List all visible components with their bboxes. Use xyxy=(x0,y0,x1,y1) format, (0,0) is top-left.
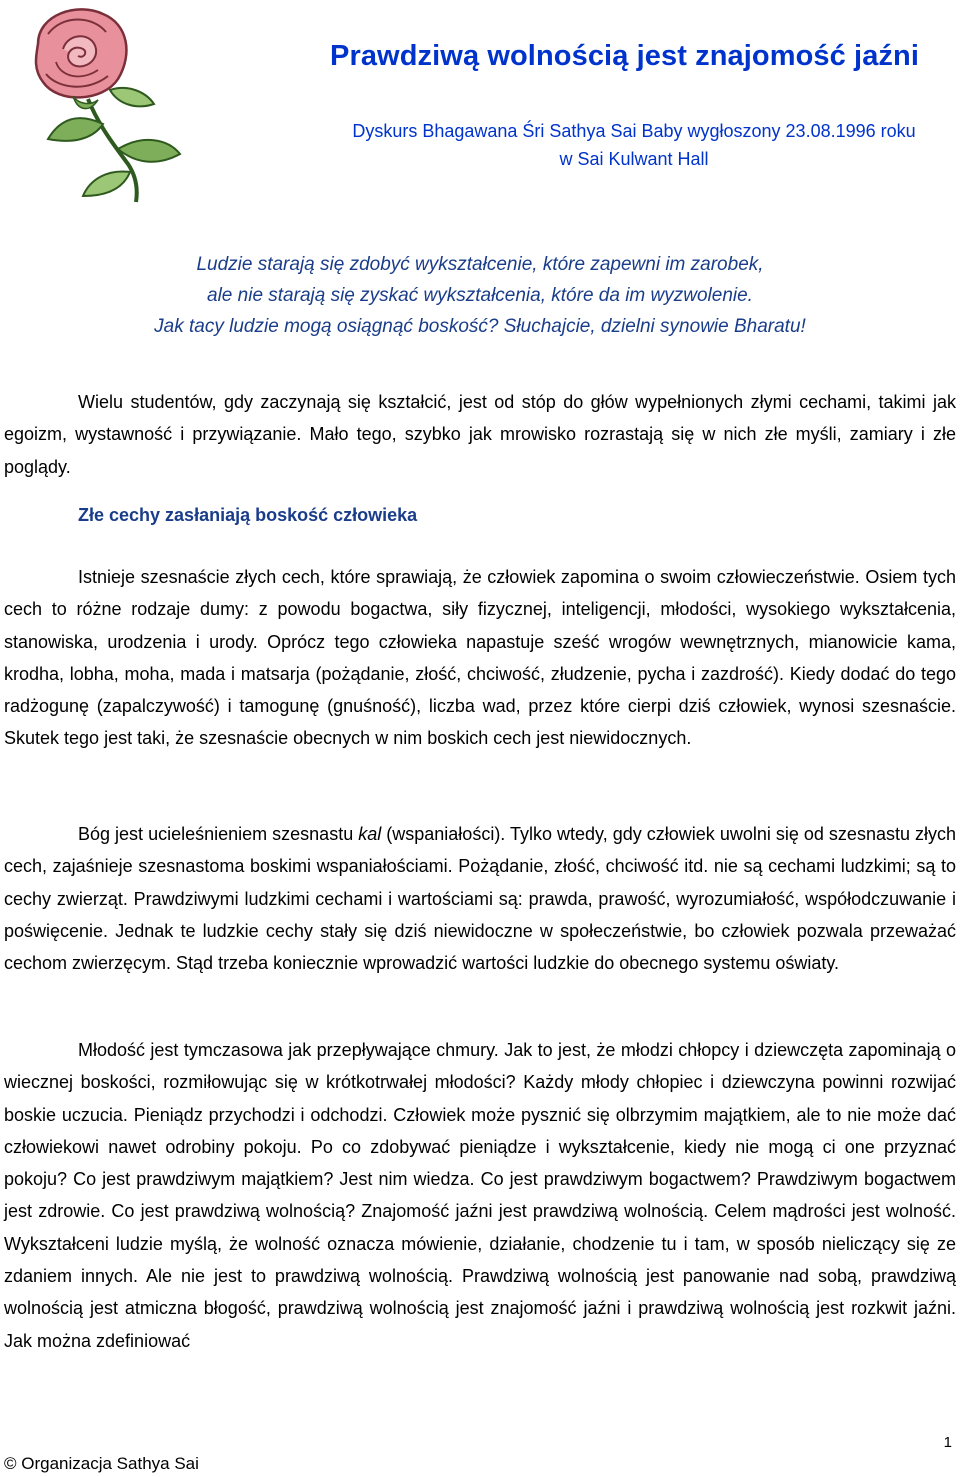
quote-line: Ludzie starają się zdobyć wykształcenie, które zapewni im zarobek, xyxy=(196,254,764,275)
document-subtitle xyxy=(330,117,938,173)
paragraph-intro: Wielu studentów, gdy zaczynają się kształcić, jest od stóp do głów wypełnionych złymi cechami, takimi jak egoizm, wystawność i przywiązanie. Mało tego, szybko jak mrowisko rozrastają się w nich złe myśli, zamiary i złe poglądy. xyxy=(4,392,956,477)
paragraph-text: Bóg jest ucieleśnieniem szesnastu xyxy=(78,824,359,844)
rose-illustration xyxy=(18,4,208,204)
page-number: 1 xyxy=(943,1434,952,1451)
quote-line: Jak tacy ludzie mogą osiągnąć boskość? Słuchajcie, dzielni synowie Bharatu! xyxy=(154,316,806,337)
paragraph-divine-qualities xyxy=(4,818,956,979)
footer-copyright: © Organizacja Sathya Sai xyxy=(4,1454,199,1473)
paragraph-text: (wspaniałości). Tylko wtedy, gdy człowiek uwolni się od szesnastu złych cech, zajaśnieje szesnastoma boskimi wspaniałościami. Pożądanie, złość, chciwość itd. nie są cechami ludzkimi; są to cechy zwierząt. Prawdziwymi ludzkimi cechami i wartościami są: prawda, prawość, wyrozumiałość, współodczuwanie i poświęcenie. Jednak te ludzkie cechy stały się dziś niewidoczne w społeczeństwie, bo człowiek pozwala przeważać cechom zwierzęcym. Stąd trzeba koniecznie wprowadzić wartości ludzkie do obecnego systemu oświaty. xyxy=(4,824,957,974)
document-title: Prawdziwą wolnością jest znajomość jaźni xyxy=(330,40,919,72)
paragraph-bad-qualities: Istnieje szesnaście złych cech, które sprawiają, że człowiek zapomina o swoim człowieczeństwie. Osiem tych cech to różne rodzaje dumy: z powodu bogactwa, siły fizycznej, inteligencji, młodości, wysokiego wykształcenia, stanowiska, urodzenia i urody. Oprócz tego człowieka napastuje sześć wrogów wewnętrznych, mianowicie kama, krodha, lobha, moha, mada i matsarja (pożądanie, złość, chciwość, złudzenie, pycha i zazdrość). Kiedy dodać do tego radżogunę (zapalczywość) i tamogunę (gnuśność), liczba wad, przez które cierpi dziś człowiek, wynosi szesnaście. Skutek tego jest taki, że szesnaście obecnych w nim boskich cech jest niewidocznych. xyxy=(4,567,956,749)
quote-line: ale nie starają się zyskać wykształcenia, które da im wyzwolenie. xyxy=(207,285,753,306)
emphasis-kal: kal xyxy=(358,824,382,844)
subtitle-line: Dyskurs Bhagawana Śri Sathya Sai Baby wygłoszony 23.08.1996 roku xyxy=(352,121,916,141)
section-heading: Złe cechy zasłaniają boskość człowieka xyxy=(78,505,418,525)
epigraph-quote xyxy=(8,249,952,342)
subtitle-line: w Sai Kulwant Hall xyxy=(559,149,709,169)
paragraph-youth-freedom: Młodość jest tymczasowa jak przepływające chmury. Jak to jest, że młodzi chłopcy i dziewczęta zapominają o wiecznej boskości, rozmiłowując się w krótkotrwałej młodości? Każdy młody chłopiec i dziewczyna powinni rozwijać boskie uczucia. Pieniądz przychodzi i odchodzi. Człowiek może pysznić się olbrzymim majątkiem, ale to nie może dać człowiekowi nawet odrobiny pokoju. Po co zdobywać pieniądze i wykształcenie, kiedy nie mogą ci one przyznać pokoju? Co jest prawdziwym majątkiem? Jest nim wiedza. Co jest prawdziwym bogactwem? Prawdziwym bogactwem jest zdrowie. Co jest prawdziwą wolnością? Znajomość jaźni jest prawdziwą wolnością. Celem mądrości jest wolność. Wykształceni ludzie myślą, że wolność oznacza mówienie, działanie, chodzenie tu i tam, w sposób nieliczący się ze zdaniem innych. Ale nie jest to prawdziwą wolnością. Prawdziwą wolnością jest panowanie nad sobą, prawdziwą wolnością jest atmiczna błogość, prawdziwą wolnością jest znajomość jaźni i prawdziwą wolnością jest rozkwit jaźni. Jak można zdefiniować xyxy=(4,1040,956,1351)
